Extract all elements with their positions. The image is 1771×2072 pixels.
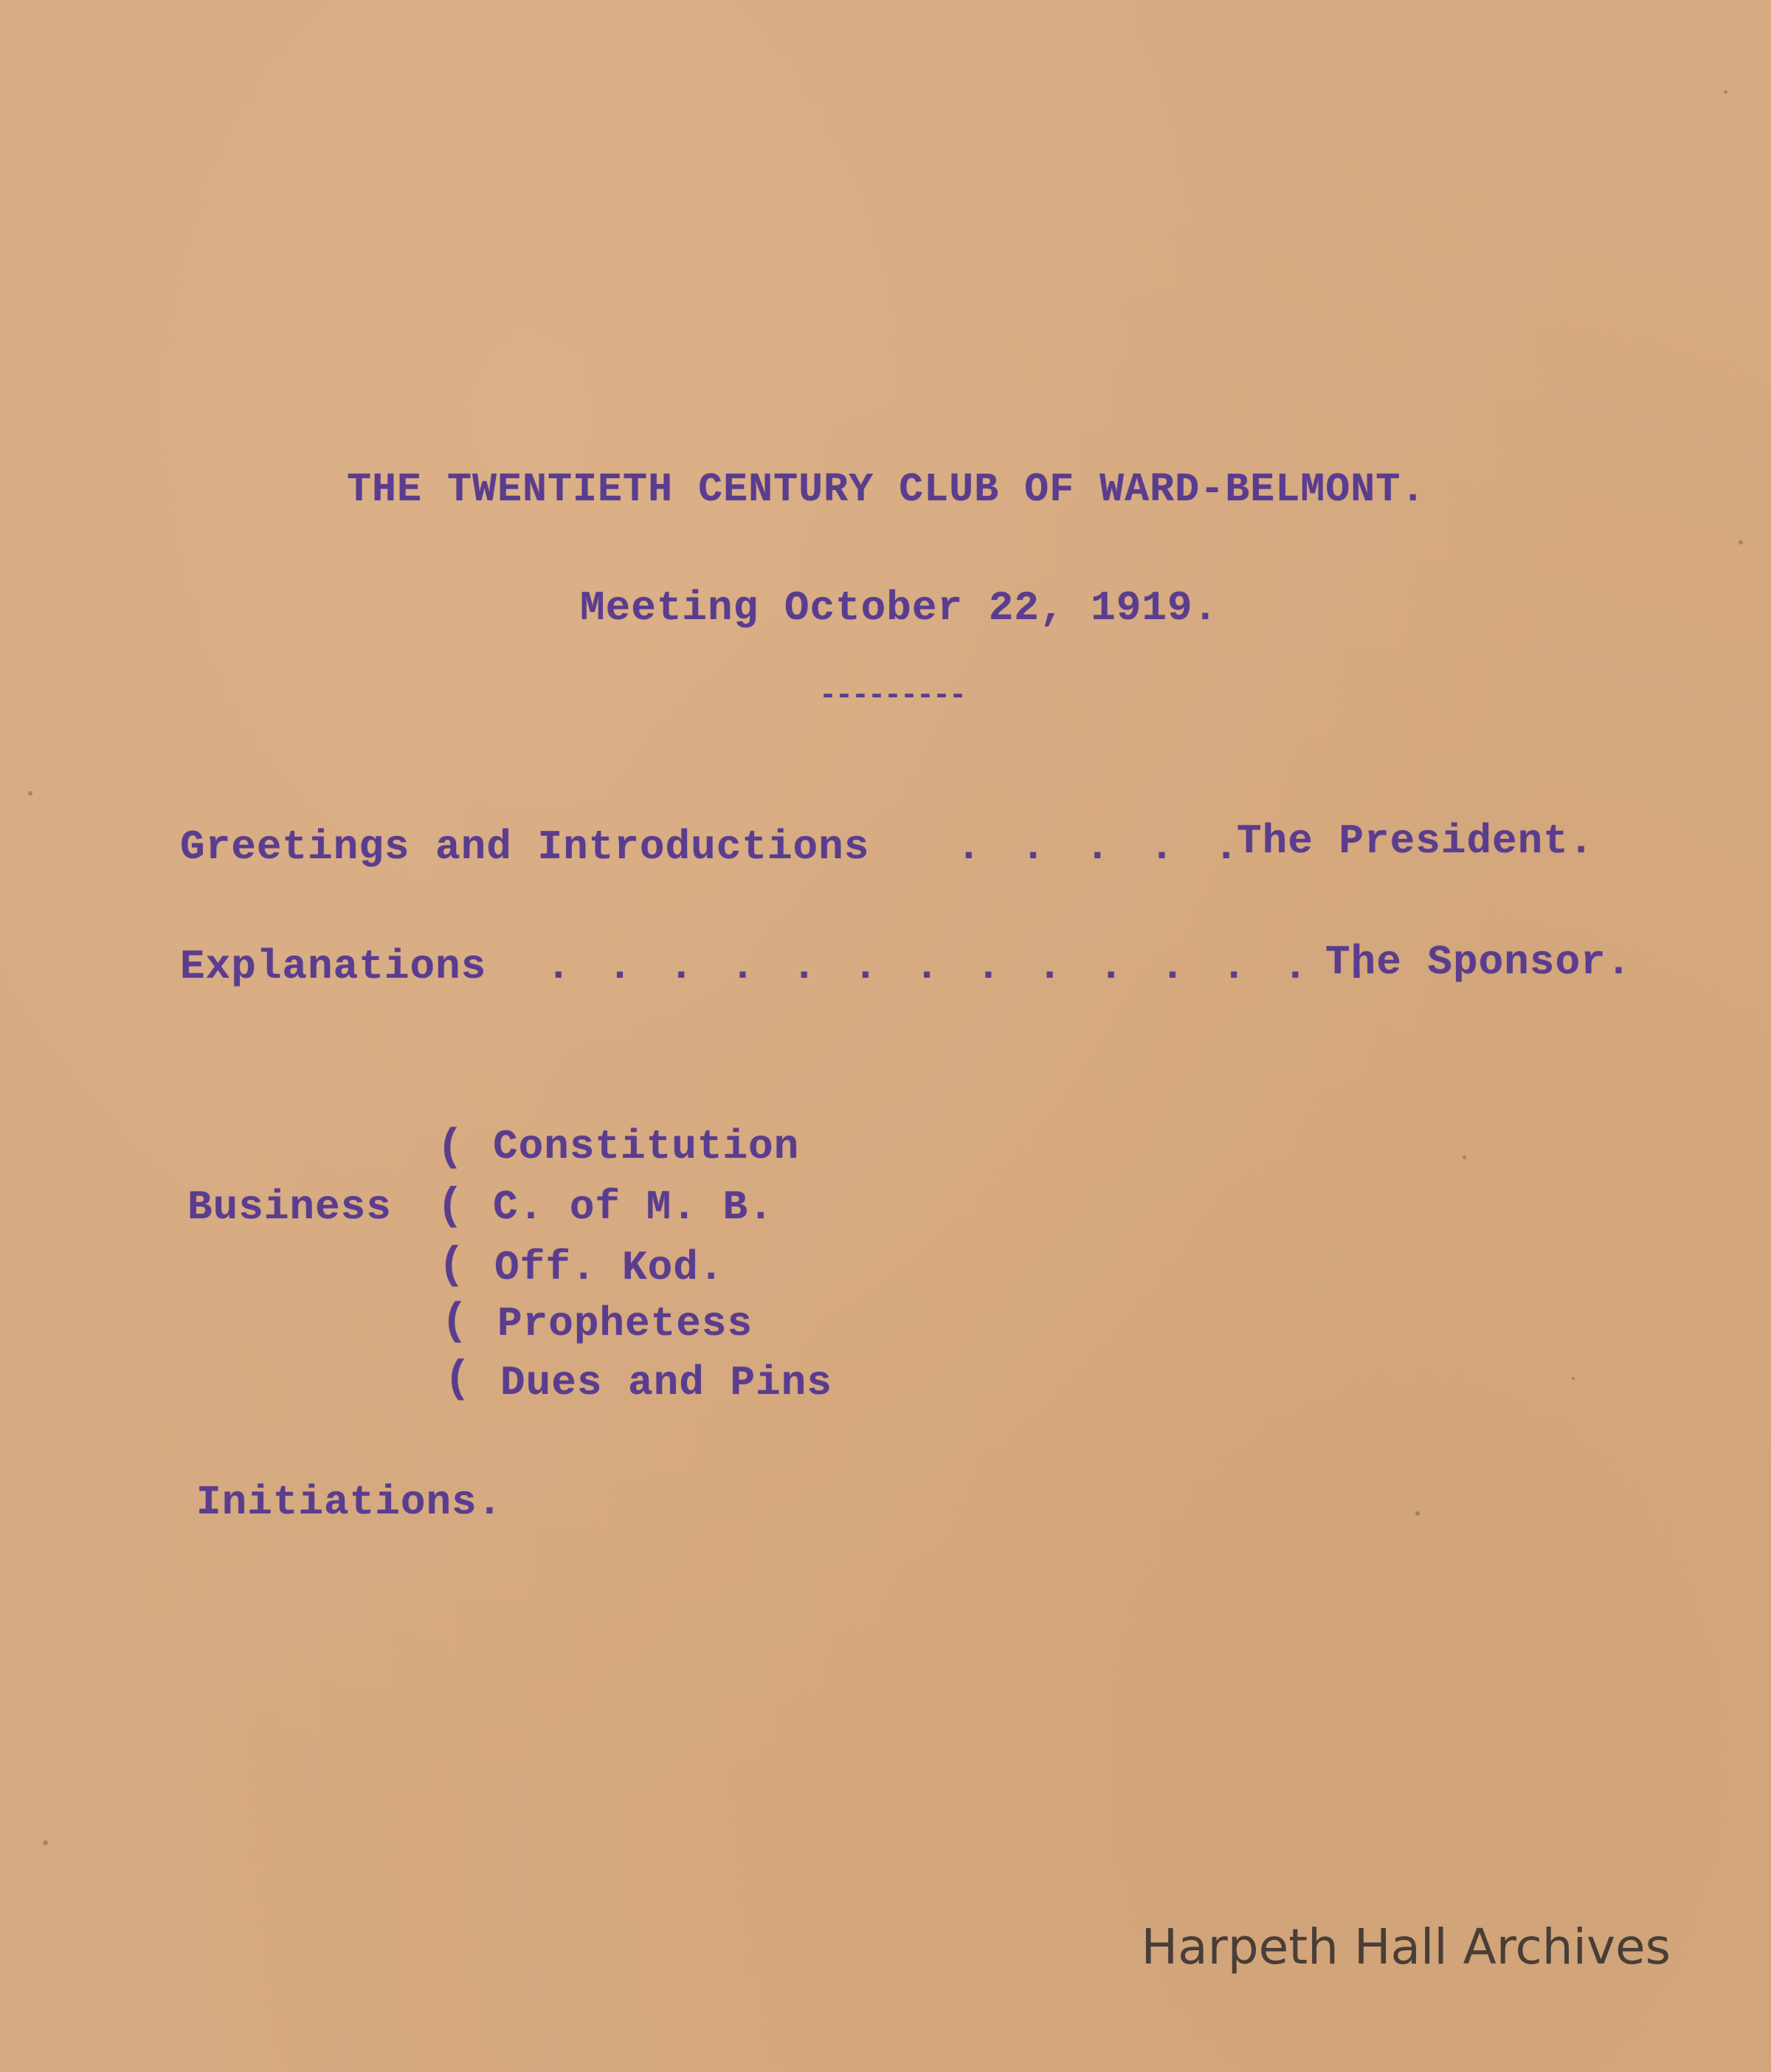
business-item: C. of M. B. xyxy=(493,1184,774,1231)
program-item-role: The President. xyxy=(1237,818,1595,865)
archive-watermark: Harpeth Hall Archives xyxy=(1141,1919,1671,1975)
meeting-date: Meeting October 22, 1919. xyxy=(580,584,1219,632)
business-bracket: ( xyxy=(441,1297,469,1347)
business-label: Business xyxy=(187,1184,392,1231)
paper-speck xyxy=(1739,540,1743,545)
paper-speck xyxy=(1572,1377,1575,1380)
business-bracket: ( xyxy=(444,1355,472,1405)
paper-speck xyxy=(1724,90,1727,94)
business-bracket: ( xyxy=(438,1241,466,1291)
business-item: Prophetess xyxy=(497,1300,753,1347)
paper-speck xyxy=(1415,1511,1420,1516)
divider-rule: --------- xyxy=(819,680,966,713)
paper-speck xyxy=(43,1840,48,1845)
program-item-leader-dots: . . . . . xyxy=(956,823,1246,871)
program-item-label: Explanations xyxy=(180,943,487,990)
program-item-leader-dots: . . . . . . . . . . . . . . xyxy=(546,943,1375,990)
program-item-role: The Sponsor. xyxy=(1325,939,1632,986)
paper-speck xyxy=(28,791,32,795)
closing-item: Initiations. xyxy=(196,1479,503,1526)
paper-speck xyxy=(1463,1156,1466,1159)
business-item: Dues and Pins xyxy=(500,1359,832,1406)
business-bracket: ( xyxy=(437,1182,465,1232)
business-item: Off. Kod. xyxy=(494,1244,725,1291)
business-item: Constitution xyxy=(493,1123,800,1170)
program-item-label: Greetings and Introductions xyxy=(180,823,870,871)
club-heading: THE TWENTIETH CENTURY CLUB OF WARD-BELMONT. xyxy=(347,466,1426,513)
business-bracket: ( xyxy=(437,1123,465,1173)
